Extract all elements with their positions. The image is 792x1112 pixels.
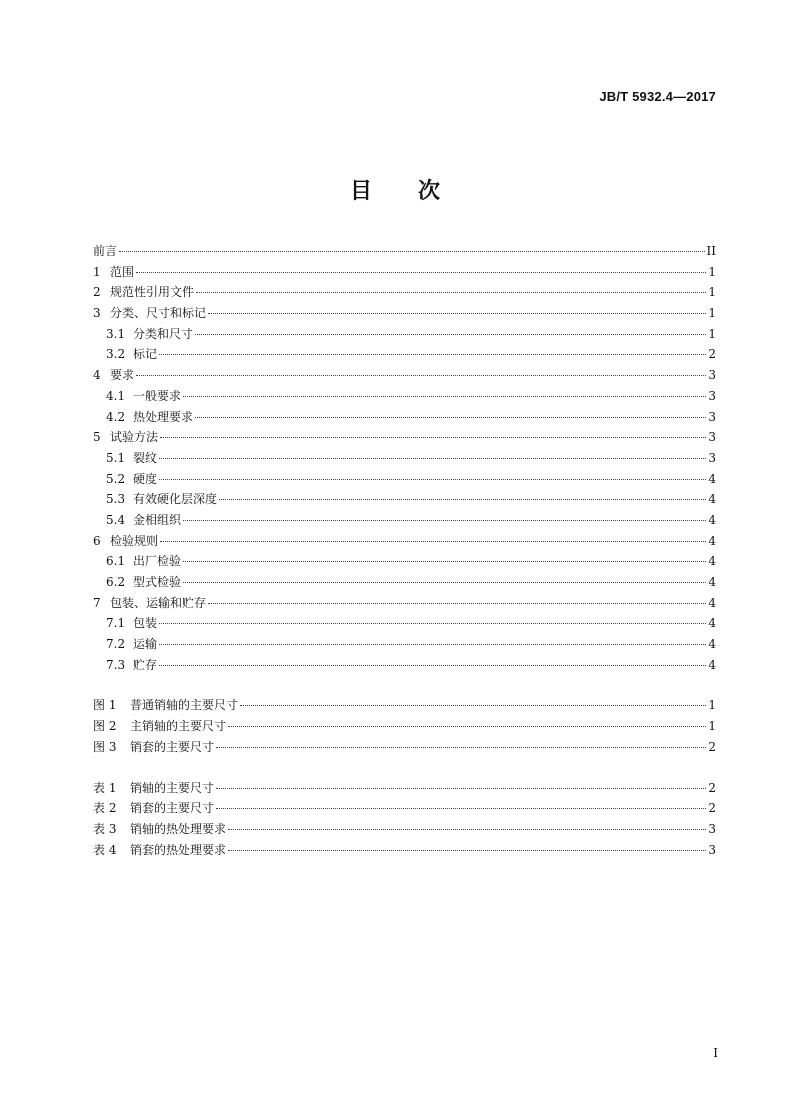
- entry-label: 销套的主要尺寸: [130, 739, 215, 754]
- entry-number: 2: [93, 285, 101, 300]
- table-of-contents: [93, 241, 716, 860]
- entry-number: 图 1: [93, 698, 117, 713]
- entry-page: 3: [708, 430, 716, 445]
- entry-page: 1: [708, 326, 716, 341]
- entry-label: 销轴的热处理要求: [130, 821, 227, 836]
- entry-label: 型式检验: [133, 575, 182, 589]
- dot-leader: [195, 334, 706, 335]
- entry-number: 7: [93, 595, 101, 610]
- entry-page: 2: [708, 739, 716, 754]
- entry-page: 4: [708, 533, 716, 548]
- entry-label: 包装、运输和贮存: [110, 595, 207, 610]
- entry-page: 3: [708, 388, 716, 403]
- entry-label: 要求: [110, 368, 135, 383]
- entry-page: 2: [708, 347, 716, 362]
- figure-entry[interactable]: [93, 716, 716, 737]
- dot-leader: [183, 582, 706, 583]
- toc-entry[interactable]: [93, 531, 716, 552]
- entry-label: 普通销轴的主要尺寸: [130, 698, 239, 713]
- toc-entry[interactable]: [93, 655, 716, 676]
- toc-entry[interactable]: [93, 572, 716, 593]
- toc-entry[interactable]: [93, 386, 716, 407]
- dot-leader: [119, 251, 705, 252]
- entry-label: 试验方法: [110, 430, 159, 445]
- table-entry[interactable]: [93, 819, 716, 840]
- dot-leader: [183, 396, 706, 397]
- entry-page: 1: [708, 285, 716, 300]
- dot-leader: [228, 829, 706, 830]
- toc-entry[interactable]: [93, 448, 716, 469]
- entry-label: 检验规则: [110, 533, 159, 548]
- entry-label: 销套的主要尺寸: [130, 801, 215, 816]
- entry-page: 4: [708, 657, 716, 672]
- dot-leader: [216, 747, 706, 748]
- toc-entry[interactable]: [93, 510, 716, 531]
- entry-label: 分类、尺寸和标记: [110, 306, 207, 321]
- toc-entry[interactable]: [93, 551, 716, 572]
- entry-page: 4: [708, 616, 716, 631]
- entry-number: 3.1: [106, 326, 126, 341]
- entry-number: 4.1: [106, 388, 126, 403]
- dot-leader: [216, 788, 706, 789]
- entry-page: 4: [708, 637, 716, 652]
- dot-leader: [240, 705, 706, 706]
- entry-page: 1: [708, 306, 716, 321]
- entry-page: 2: [708, 801, 716, 816]
- figure-entry[interactable]: [93, 737, 716, 758]
- dot-leader: [159, 458, 706, 459]
- entry-number: 图 3: [93, 739, 117, 754]
- entry-label: 硬度: [133, 471, 158, 486]
- entry-label: 前言: [93, 244, 118, 258]
- toc-entry[interactable]: [93, 469, 716, 490]
- dot-leader: [196, 292, 706, 293]
- entry-page: 3: [708, 821, 716, 836]
- table-entry[interactable]: [93, 778, 716, 799]
- dot-leader: [195, 417, 706, 418]
- entry-page: 3: [708, 842, 716, 857]
- entry-label: 金相组织: [133, 512, 182, 527]
- entry-page: II: [706, 244, 716, 258]
- toc-entry[interactable]: [93, 489, 716, 510]
- entry-label: 热处理要求: [133, 409, 194, 424]
- dot-leader: [216, 808, 706, 809]
- entry-number: 5.2: [106, 471, 126, 486]
- entry-number: 5.4: [106, 512, 126, 527]
- entry-page: 4: [708, 492, 716, 507]
- entry-number: 表 3: [93, 821, 117, 836]
- entry-number: 表 2: [93, 801, 117, 816]
- entry-page: 4: [708, 512, 716, 527]
- dot-leader: [183, 520, 706, 521]
- title-char-1: 目: [349, 178, 374, 204]
- entry-number: 3.2: [106, 347, 126, 362]
- table-entry[interactable]: [93, 840, 716, 861]
- entry-number: 7.1: [106, 616, 126, 631]
- figure-entry[interactable]: [93, 695, 716, 716]
- title-char-2: 次: [418, 178, 443, 204]
- entry-number: 5.3: [106, 492, 126, 507]
- toc-entry[interactable]: [93, 593, 716, 614]
- dot-leader: [183, 561, 706, 562]
- dot-leader: [136, 375, 706, 376]
- entry-label: 包装: [133, 616, 158, 631]
- toc-sections: [93, 241, 716, 675]
- entry-page: 3: [708, 450, 716, 465]
- dot-leader: [219, 499, 706, 500]
- entry-page: 1: [708, 264, 716, 279]
- page-number: I: [713, 1046, 718, 1060]
- toc-entry[interactable]: [93, 634, 716, 655]
- entry-number: 7.2: [106, 637, 126, 652]
- entry-label: 规范性引用文件: [110, 285, 195, 300]
- dot-leader: [159, 644, 706, 645]
- entry-page: 4: [708, 471, 716, 486]
- dot-leader: [159, 623, 706, 624]
- toc-entry[interactable]: [93, 282, 716, 303]
- entry-number: 6: [93, 533, 101, 548]
- entry-number: 5: [93, 430, 101, 445]
- entry-number: 表 1: [93, 780, 117, 795]
- entry-label: 标记: [133, 347, 158, 362]
- page-title: [0, 174, 792, 205]
- entry-page: 4: [708, 595, 716, 610]
- entry-label: 范围: [110, 264, 135, 279]
- entry-page: 2: [708, 780, 716, 795]
- entry-page: 1: [708, 719, 716, 734]
- entry-page: 3: [708, 368, 716, 383]
- dot-leader: [136, 272, 706, 273]
- entry-number: 图 2: [93, 719, 117, 734]
- entry-number: 5.1: [106, 450, 126, 465]
- dot-leader: [159, 354, 706, 355]
- entry-label: 裂纹: [133, 450, 158, 465]
- toc-entry[interactable]: [93, 344, 716, 365]
- entry-label: 一般要求: [133, 388, 182, 403]
- entry-number: 表 4: [93, 842, 117, 857]
- toc-entry[interactable]: [93, 262, 716, 283]
- toc-entry[interactable]: [93, 303, 716, 324]
- entry-number: 4.2: [106, 409, 126, 424]
- standard-code: JB/T 5932.4—2017: [599, 89, 716, 104]
- toc-entry[interactable]: [93, 241, 716, 262]
- entry-page: 4: [708, 575, 716, 589]
- dot-leader: [208, 603, 706, 604]
- entry-page: 4: [708, 554, 716, 569]
- entry-number: 7.3: [106, 657, 126, 672]
- dot-leader: [160, 541, 706, 542]
- dot-leader: [228, 850, 706, 851]
- dot-leader: [228, 726, 706, 727]
- entry-label: 运输: [133, 637, 158, 652]
- table-entry[interactable]: [93, 798, 716, 819]
- entry-label: 销轴的主要尺寸: [130, 780, 215, 795]
- dot-leader: [159, 479, 706, 480]
- dot-leader: [159, 665, 706, 666]
- dot-leader: [160, 437, 706, 438]
- toc-tables: [93, 778, 716, 861]
- toc-entry[interactable]: [93, 407, 716, 428]
- entry-label: 分类和尺寸: [133, 326, 194, 341]
- toc-entry[interactable]: [93, 365, 716, 386]
- toc-entry[interactable]: [93, 324, 716, 345]
- toc-figures: [93, 695, 716, 757]
- entry-number: 6.2: [106, 575, 126, 589]
- toc-entry[interactable]: [93, 427, 716, 448]
- entry-page: 3: [708, 409, 716, 424]
- entry-number: 6.1: [106, 554, 126, 569]
- entry-number: 3: [93, 306, 101, 321]
- toc-entry[interactable]: [93, 613, 716, 634]
- entry-label: 有效硬化层深度: [133, 492, 218, 507]
- entry-label: 贮存: [133, 657, 158, 672]
- entry-label: 销套的热处理要求: [130, 842, 227, 857]
- entry-label: 主销轴的主要尺寸: [130, 719, 227, 734]
- entry-number: 1: [93, 264, 101, 279]
- entry-page: 1: [708, 698, 716, 713]
- entry-label: 出厂检验: [133, 554, 182, 569]
- dot-leader: [208, 313, 706, 314]
- entry-number: 4: [93, 368, 101, 383]
